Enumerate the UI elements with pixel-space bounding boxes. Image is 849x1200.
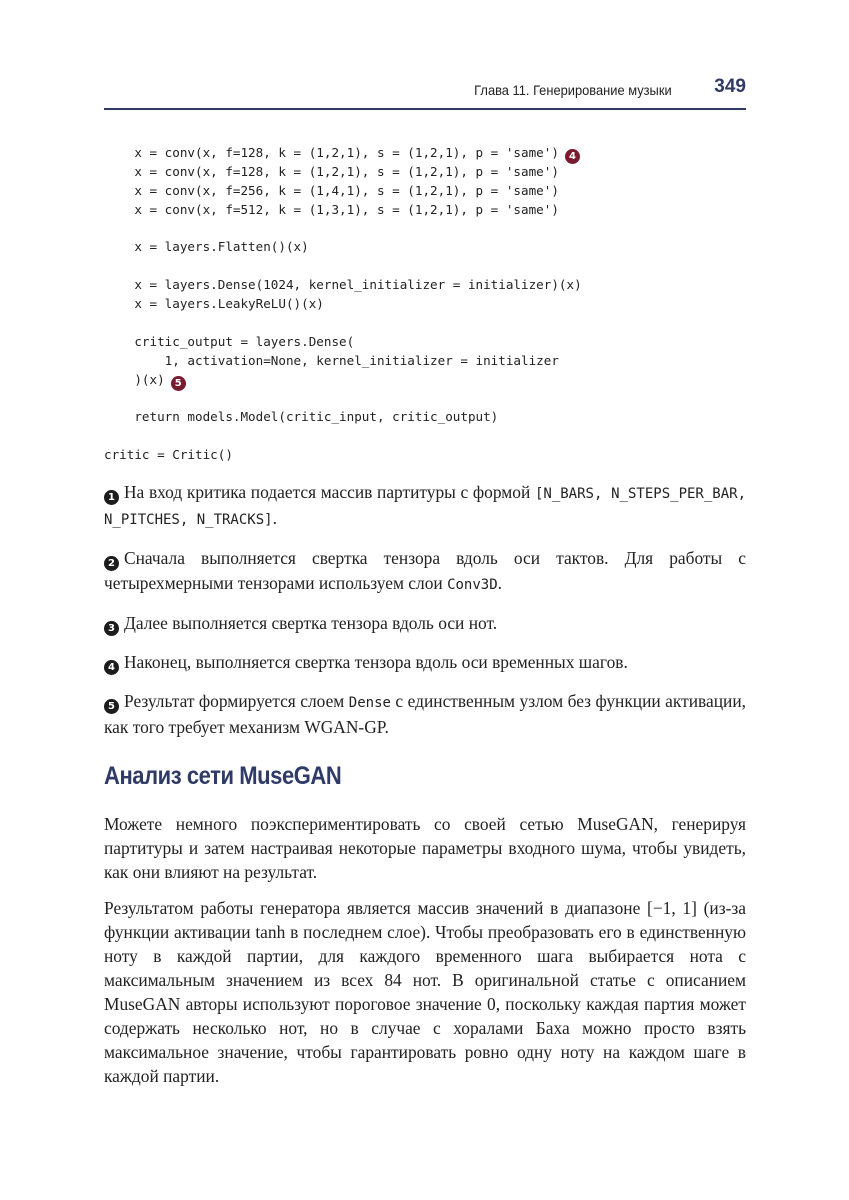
annotation-text-after: с единственным узлом без функции активации, как того требует механизм WGAN-GP.	[104, 691, 746, 737]
code-line	[104, 238, 582, 257]
callout-marker-icon: 1	[104, 490, 119, 505]
annotation-text: Наконец, выполняется свертка тензора вдоль оси временных шагов.	[124, 652, 628, 672]
annotation-text: Сначала выполняется свертка тензора вдоль оси тактов. Для работы с четырехмерными тензорами используем слои	[104, 548, 746, 593]
code-line	[104, 295, 582, 314]
code-line	[104, 390, 582, 409]
code-line-text: x = conv(x, f=512, k = (1,3,1), s = (1,2,1), p = 'same')	[104, 201, 559, 217]
code-line-text: x = conv(x, f=128, k = (1,2,1), s = (1,2,1), p = 'same')	[104, 145, 559, 160]
code-line-text: x = layers.Flatten()(x)	[104, 239, 309, 255]
code-line-text: x = conv(x, f=128, k = (1,2,1), s = (1,2,1), p = 'same')	[104, 163, 559, 179]
code-listing	[104, 144, 582, 465]
code-line	[104, 163, 582, 182]
callout-marker-icon: 2	[104, 556, 119, 571]
annotation-text: На вход критика подается массив партитуры с формой	[124, 482, 535, 502]
inline-code: [N_BARS, N_STEPS_PER_BAR, N_PITCHES, N_TRACKS]	[104, 486, 747, 528]
callout-marker-icon: 5	[104, 699, 119, 714]
callout-marker-icon: 5	[171, 376, 186, 391]
code-line-text: x = layers.LeakyReLU()(x)	[104, 296, 324, 312]
code-line	[104, 427, 582, 446]
code-line-text: x = conv(x, f=256, k = (1,4,1), s = (1,2,1), p = 'same')	[104, 182, 559, 198]
page-header	[104, 76, 746, 110]
callout-marker-icon: 4	[565, 149, 580, 164]
inline-code: Dense	[348, 695, 391, 711]
inline-code: Conv3D	[447, 577, 498, 593]
code-line-text: 1, activation=None, kernel_initializer = initializer	[104, 352, 559, 368]
code-line	[104, 446, 582, 465]
code-line-text: return models.Model(critic_input, critic_output)	[104, 409, 499, 425]
code-line	[104, 314, 582, 333]
code-line	[104, 371, 582, 390]
annotation-text-after: .	[272, 508, 277, 528]
callout-marker-icon: 3	[104, 621, 119, 636]
code-line	[104, 257, 582, 276]
paragraph: Можете немного поэкспериментировать со своей сетью MuseGAN, генерируя партитуры и затем настраивая некоторые параметры входного шума, чтобы увидеть, как они влияют на результат.	[104, 814, 746, 882]
code-line	[104, 144, 582, 163]
annotation-5	[104, 689, 746, 739]
annotation-1	[104, 480, 746, 532]
code-line	[104, 220, 582, 239]
code-annotations	[104, 480, 746, 753]
annotation-text: Результат формируется слоем	[124, 691, 349, 711]
annotation-3	[104, 611, 746, 636]
callout-marker-icon: 4	[104, 660, 119, 675]
page-number: 349	[714, 76, 746, 97]
code-line-text: x = layers.Dense(1024, kernel_initializer = initializer)(x)	[104, 277, 582, 293]
code-line	[104, 352, 582, 371]
code-line	[104, 333, 582, 352]
code-line	[104, 182, 582, 201]
code-line-text: critic_output = layers.Dense(	[104, 333, 355, 349]
code-line-text: critic = Critic()	[104, 447, 233, 463]
annotation-text-after: .	[497, 573, 502, 593]
section-title: Анализ сети MuseGAN	[104, 762, 342, 790]
code-line	[104, 276, 582, 295]
paragraph: Результатом работы генератора является массив значений в диапазоне [−1, 1] (из-за функции активации tanh в последнем слое). Чтобы преобразовать его в единственную ноту в каждой партии, для каждого временного шага выбирается нота с максимальным значением из всех 84 нот. В оригинальной статье с описанием MuseGAN авторы используют пороговое значение 0, поскольку каждая партия может содержать несколько нот, но в случае с хоралами Баха можно просто взять максимальное значение, чтобы гарантировать ровно одну ноту на каждом шаге в каждой партии.	[104, 898, 746, 1086]
code-line-text: )(x)	[104, 371, 165, 387]
annotation-text: Далее выполняется свертка тензора вдоль оси нот.	[124, 613, 498, 633]
code-line	[104, 201, 582, 220]
annotation-2	[104, 546, 746, 597]
section-body	[104, 812, 746, 1100]
code-line	[104, 408, 582, 427]
chapter-title: Глава 11. Генерирование музыки	[474, 82, 672, 98]
annotation-4	[104, 650, 746, 675]
